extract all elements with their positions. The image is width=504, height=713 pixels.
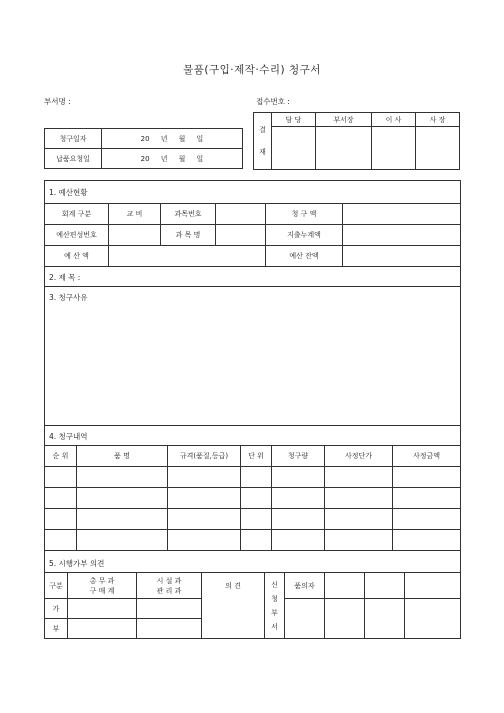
opinion-facilities (137, 573, 202, 599)
item-cell[interactable] (272, 467, 325, 488)
item-cell[interactable] (325, 509, 393, 530)
item-cell[interactable] (45, 488, 77, 509)
account-type-value[interactable]: 교 비 (109, 204, 161, 225)
delivery-date-month: 월 (178, 154, 186, 163)
table-row (45, 509, 460, 530)
item-cell[interactable] (272, 530, 325, 551)
opinion-division-label: 구분 (45, 573, 68, 599)
approval-side-label (254, 113, 272, 170)
reason-field[interactable] (105, 301, 445, 421)
spent-total-field[interactable] (343, 225, 461, 246)
delivery-date-label: 납품요청일 (45, 149, 102, 169)
consult-sign-cell[interactable] (405, 599, 461, 639)
divider (45, 425, 460, 426)
items-header-unit: 단 위 (241, 446, 272, 467)
opinion-general-affairs (68, 573, 137, 599)
page-title: 물품(구입·제작·수리) 청구서 (183, 64, 321, 76)
account-type-label: 회계 구분 (45, 204, 109, 225)
delivery-date-day: 일 (196, 154, 204, 163)
applicant-dept-label (265, 573, 285, 639)
approval-sign-president[interactable] (415, 127, 459, 170)
applicant-char-1: 신 (271, 580, 278, 589)
request-date-day: 일 (196, 134, 204, 143)
item-cell[interactable] (325, 530, 393, 551)
item-cell[interactable] (77, 509, 168, 530)
consult-sign-cell[interactable] (325, 599, 365, 639)
balance-field[interactable] (343, 246, 461, 267)
facilities-line1: 시 설 과 (156, 576, 182, 585)
facility-approve-field[interactable] (137, 599, 202, 619)
item-cell[interactable] (241, 467, 272, 488)
budget-table (45, 203, 460, 267)
general-approve-field[interactable] (68, 599, 137, 619)
receipt-number-label: 접수번호 : (256, 97, 290, 106)
consult-sign-cell[interactable] (365, 573, 405, 599)
subject-code-field[interactable] (216, 204, 266, 225)
budget-amount-label: 예 산 액 (45, 246, 109, 267)
items-section-label: 4. 청구내역 (49, 432, 88, 441)
item-cell[interactable] (168, 509, 241, 530)
approval-side-bottom: 재 (259, 148, 266, 156)
table-row (45, 488, 460, 509)
consult-sign-cell[interactable] (325, 573, 365, 599)
general-affairs-line1: 총 무 과 (89, 576, 115, 585)
table-row (45, 467, 460, 488)
reject-label: 부 (45, 619, 68, 639)
request-amount-field[interactable] (343, 204, 461, 225)
applicant-char-4: 서 (271, 622, 278, 631)
item-cell[interactable] (241, 530, 272, 551)
item-cell[interactable] (45, 530, 77, 551)
item-cell[interactable] (77, 530, 168, 551)
applicant-char-3: 부 (271, 608, 278, 617)
item-cell[interactable] (272, 509, 325, 530)
budget-section-label: 1. 예산현황 (49, 188, 88, 197)
item-cell[interactable] (241, 509, 272, 530)
divider (45, 286, 460, 287)
request-date-month: 월 (178, 134, 186, 143)
approval-table (253, 112, 460, 170)
approval-sign-director[interactable] (371, 127, 415, 170)
consult-sign-cell[interactable] (365, 599, 405, 639)
item-cell[interactable] (393, 530, 461, 551)
items-header-quantity: 청구량 (272, 446, 325, 467)
approval-header-staff: 담 당 (272, 113, 316, 127)
spent-total-label: 지출누계액 (266, 225, 343, 246)
request-amount-label: 청 구 액 (266, 204, 343, 225)
subject-name-label: 과 목 명 (161, 225, 216, 246)
subject-label: 2. 제 목 : (49, 273, 81, 282)
item-cell[interactable] (77, 467, 168, 488)
item-cell[interactable] (325, 488, 393, 509)
approval-header-president: 사 장 (415, 113, 459, 127)
request-date-year-prefix: 20 (140, 134, 150, 143)
item-cell[interactable] (272, 488, 325, 509)
budget-amount-field[interactable] (109, 246, 266, 267)
opinion-table (45, 572, 460, 639)
item-cell[interactable] (168, 530, 241, 551)
approval-header-dept-head: 부서장 (316, 113, 372, 127)
item-cell[interactable] (77, 488, 168, 509)
general-reject-field[interactable] (68, 619, 137, 639)
date-table (44, 128, 243, 169)
item-cell[interactable] (45, 467, 77, 488)
item-cell[interactable] (393, 509, 461, 530)
item-cell[interactable] (241, 488, 272, 509)
approval-header-director: 이 사 (371, 113, 415, 127)
department-label: 부서명 : (44, 97, 71, 106)
item-cell[interactable] (168, 488, 241, 509)
consult-sign-cell[interactable] (405, 573, 461, 599)
items-header-amount: 사정금액 (393, 446, 461, 467)
budget-number-field[interactable] (109, 225, 161, 246)
opinion-column[interactable] (202, 573, 265, 639)
consult-sign-cell[interactable] (285, 599, 325, 639)
reason-label: 3. 청구사유 (49, 293, 88, 302)
table-row (45, 530, 460, 551)
items-table (45, 445, 460, 551)
subject-code-label: 과목번호 (161, 204, 216, 225)
delivery-date-field[interactable] (102, 149, 243, 169)
request-date-year: 년 (160, 134, 168, 143)
applicant-char-2: 청 (271, 594, 278, 603)
approval-sign-dept-head[interactable] (316, 127, 372, 170)
item-cell[interactable] (393, 467, 461, 488)
items-header-spec: 규격(품질,등급) (168, 446, 241, 467)
budget-number-label: 예산편성번호 (45, 225, 109, 246)
subject-name-field[interactable] (216, 225, 266, 246)
opinion-label: 의 견 (225, 582, 241, 590)
general-affairs-line2: 구 매 계 (89, 586, 115, 595)
facilities-line2: 관 리 과 (156, 586, 182, 595)
request-date-label: 청구일자 (45, 129, 102, 149)
facility-reject-field[interactable] (137, 619, 202, 639)
delivery-date-year: 년 (160, 154, 168, 163)
opinion-section-label: 5. 시행가부 의견 (49, 559, 105, 568)
item-cell[interactable] (45, 509, 77, 530)
item-cell[interactable] (168, 467, 241, 488)
items-header-unit-price: 사정단가 (325, 446, 393, 467)
delivery-date-year-prefix: 20 (140, 154, 150, 163)
main-form (44, 180, 461, 639)
request-date-field[interactable] (102, 129, 243, 149)
approval-side-top: 결 (259, 126, 266, 134)
item-cell[interactable] (325, 467, 393, 488)
items-header-rank: 순 위 (45, 446, 77, 467)
approve-label: 가 (45, 599, 68, 619)
items-header-name: 품 명 (77, 446, 168, 467)
approval-sign-staff[interactable] (272, 127, 316, 170)
balance-label: 예산 잔액 (266, 246, 343, 267)
item-cell[interactable] (393, 488, 461, 509)
consultant-label: 품의자 (285, 573, 325, 599)
